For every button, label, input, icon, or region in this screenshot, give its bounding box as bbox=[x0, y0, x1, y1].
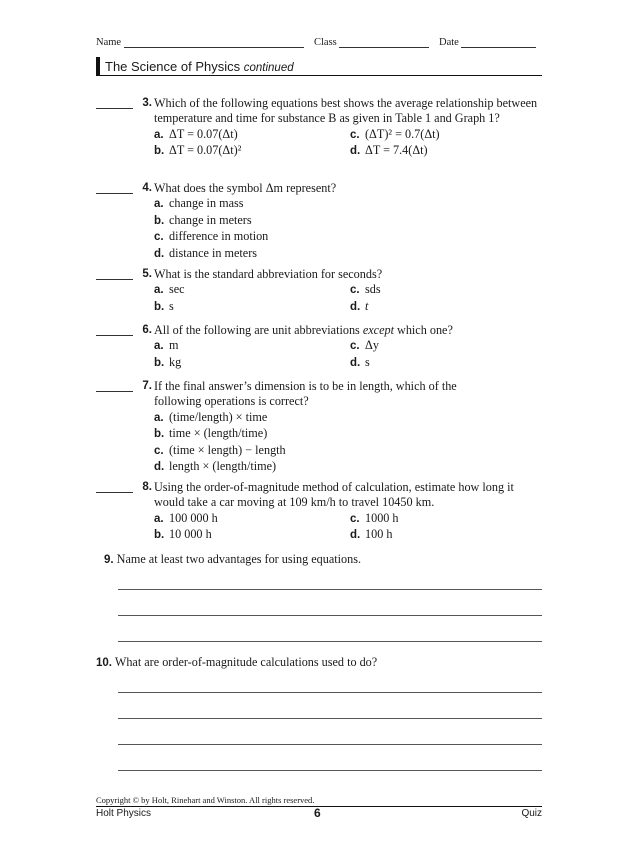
option-text: kg bbox=[169, 354, 182, 369]
options bbox=[154, 127, 542, 160]
option-d[interactable] bbox=[350, 355, 530, 371]
question-number: 5. bbox=[142, 268, 152, 280]
class-line[interactable] bbox=[339, 36, 429, 48]
option-text: distance in meters bbox=[169, 245, 257, 260]
question-number: 7. bbox=[142, 380, 152, 392]
answer-blank-5[interactable] bbox=[96, 279, 133, 280]
option-letter: d. bbox=[154, 461, 165, 474]
options bbox=[154, 196, 542, 262]
option-letter: c. bbox=[350, 340, 360, 353]
copyright: Copyright © by Holt, Rinehart and Winston. All rights reserved. bbox=[96, 795, 315, 805]
option-text: sec bbox=[169, 282, 185, 297]
section-rule bbox=[96, 75, 542, 76]
option-c[interactable] bbox=[350, 127, 530, 143]
date-line[interactable] bbox=[461, 36, 536, 48]
option-b[interactable] bbox=[154, 426, 534, 442]
options bbox=[154, 511, 542, 544]
option-a[interactable] bbox=[154, 410, 534, 426]
option-letter: a. bbox=[154, 411, 164, 424]
answer-line-10-2[interactable] bbox=[118, 718, 542, 719]
option-text: 10 000 h bbox=[169, 527, 212, 542]
option-a[interactable] bbox=[154, 196, 534, 212]
question-5 bbox=[96, 267, 542, 315]
answer-line-9-2[interactable] bbox=[118, 615, 542, 616]
question-number: 3. bbox=[142, 97, 152, 109]
option-letter: c. bbox=[350, 284, 360, 297]
question-text: If the final answer’s dimension is to be in length, which of the following operations is correct? bbox=[154, 379, 457, 409]
option-d[interactable] bbox=[350, 299, 530, 315]
option-letter: c. bbox=[350, 128, 360, 141]
option-b[interactable] bbox=[154, 527, 350, 543]
option-a[interactable] bbox=[154, 282, 350, 298]
question-text-after: which one? bbox=[393, 323, 453, 337]
section-title bbox=[105, 59, 294, 74]
question-10 bbox=[96, 655, 542, 671]
answer-line-9-1[interactable] bbox=[118, 589, 542, 590]
options bbox=[154, 410, 542, 476]
question-6 bbox=[96, 323, 542, 371]
option-text: ΔT = 0.07(Δt) bbox=[169, 126, 238, 141]
option-letter: b. bbox=[154, 428, 165, 441]
footer-book: Holt Physics bbox=[96, 808, 152, 819]
option-d[interactable] bbox=[154, 246, 534, 262]
option-letter: d. bbox=[350, 300, 361, 313]
option-text: (time × length) − length bbox=[169, 442, 286, 457]
option-c[interactable] bbox=[350, 338, 530, 354]
option-letter: d. bbox=[350, 356, 361, 369]
option-letter: a. bbox=[154, 128, 164, 141]
question-number: 9. bbox=[104, 554, 114, 566]
question-text-before: All of the following are unit abbreviations bbox=[154, 323, 363, 337]
class-field bbox=[314, 36, 429, 48]
option-a[interactable] bbox=[154, 127, 350, 143]
section-title-text: The Science of Physics bbox=[105, 59, 241, 74]
question-text-emphasis: except bbox=[362, 323, 394, 337]
answer-line-10-1[interactable] bbox=[118, 692, 542, 693]
question-text: Which of the following equations best shows the average relationship between temperature and time for substance B as given in Table 1 and Graph 1? bbox=[154, 96, 538, 126]
option-text: 100 h bbox=[365, 527, 393, 542]
option-text: Δy bbox=[365, 338, 379, 353]
option-c[interactable] bbox=[154, 443, 534, 459]
option-a[interactable] bbox=[154, 338, 350, 354]
option-text: sds bbox=[365, 282, 381, 297]
answer-blank-6[interactable] bbox=[96, 335, 133, 336]
question-3 bbox=[96, 96, 542, 160]
option-text: difference in motion bbox=[169, 229, 269, 244]
question-text bbox=[154, 323, 542, 338]
question-text: What is the standard abbreviation for seconds? bbox=[154, 267, 383, 281]
option-d[interactable] bbox=[350, 527, 530, 543]
answer-line-9-3[interactable] bbox=[118, 641, 542, 642]
question-4 bbox=[96, 181, 542, 262]
option-letter: c. bbox=[154, 231, 164, 244]
question-text: What are order-of-magnitude calculations used to do? bbox=[114, 655, 378, 669]
option-letter: d. bbox=[154, 247, 165, 260]
option-letter: a. bbox=[154, 512, 164, 525]
question-number: 8. bbox=[142, 481, 152, 493]
option-letter: b. bbox=[154, 214, 165, 227]
question-7 bbox=[96, 379, 542, 475]
option-b[interactable] bbox=[154, 355, 350, 371]
footer-section: Quiz bbox=[521, 808, 542, 819]
answer-blank-7[interactable] bbox=[96, 391, 133, 392]
option-d[interactable] bbox=[154, 459, 534, 475]
option-letter: d. bbox=[350, 529, 361, 542]
option-d[interactable] bbox=[350, 143, 530, 159]
option-letter: a. bbox=[154, 340, 164, 353]
question-number: 6. bbox=[142, 324, 152, 336]
options bbox=[154, 338, 542, 371]
option-text: change in mass bbox=[169, 196, 244, 211]
option-text: s bbox=[365, 354, 370, 369]
question-text: What does the symbol Δm represent? bbox=[154, 181, 337, 195]
answer-line-10-4[interactable] bbox=[118, 770, 542, 771]
name-label: Name bbox=[96, 37, 122, 48]
class-label: Class bbox=[314, 37, 337, 48]
question-number: 10. bbox=[96, 657, 112, 669]
option-text: length × (length/time) bbox=[169, 459, 277, 474]
name-field bbox=[96, 36, 304, 48]
option-letter: b. bbox=[154, 529, 165, 542]
option-text: ΔT = 7.4(Δt) bbox=[365, 143, 428, 158]
option-letter: b. bbox=[154, 145, 165, 158]
question-number: 4. bbox=[142, 182, 152, 194]
question-9 bbox=[104, 552, 550, 568]
option-c[interactable] bbox=[350, 282, 530, 298]
answer-blank-4[interactable] bbox=[96, 193, 133, 194]
option-text: 100 000 h bbox=[169, 510, 218, 525]
option-letter: b. bbox=[154, 300, 165, 313]
option-c[interactable] bbox=[350, 511, 530, 527]
option-text: t bbox=[365, 298, 369, 313]
option-text: m bbox=[169, 338, 179, 353]
option-text: (time/length) × time bbox=[169, 409, 268, 424]
option-text: (ΔT)² = 0.7(Δt) bbox=[365, 126, 440, 141]
page-number: 6 bbox=[314, 806, 321, 820]
option-b[interactable] bbox=[154, 143, 350, 159]
name-line[interactable] bbox=[124, 36, 304, 48]
option-letter: a. bbox=[154, 284, 164, 297]
option-letter: c. bbox=[350, 512, 360, 525]
question-text: Name at least two advantages for using equations. bbox=[116, 552, 361, 566]
option-text: s bbox=[169, 298, 174, 313]
section-bar-marker bbox=[96, 57, 100, 75]
answer-blank-8[interactable] bbox=[96, 492, 133, 493]
option-text: 1000 h bbox=[365, 510, 399, 525]
option-letter: a. bbox=[154, 198, 164, 211]
option-text: ΔT = 0.07(Δt)² bbox=[169, 143, 242, 158]
question-8 bbox=[96, 480, 542, 544]
date-label: Date bbox=[439, 37, 459, 48]
option-c[interactable] bbox=[154, 229, 534, 245]
option-a[interactable] bbox=[154, 511, 350, 527]
option-letter: b. bbox=[154, 356, 165, 369]
answer-blank-3[interactable] bbox=[96, 108, 133, 109]
option-b[interactable] bbox=[154, 299, 350, 315]
date-field bbox=[439, 36, 536, 48]
option-letter: c. bbox=[154, 444, 164, 457]
option-text: time × (length/time) bbox=[169, 426, 268, 441]
option-text: change in meters bbox=[169, 212, 252, 227]
option-letter: d. bbox=[350, 145, 361, 158]
question-text: Using the order-of-magnitude method of calculation, estimate how long it would take a car moving at 109 km/h to travel 10450 km. bbox=[154, 480, 514, 510]
option-b[interactable] bbox=[154, 213, 534, 229]
section-subtitle: continued bbox=[243, 62, 294, 74]
answer-line-10-3[interactable] bbox=[118, 744, 542, 745]
options bbox=[154, 282, 542, 315]
